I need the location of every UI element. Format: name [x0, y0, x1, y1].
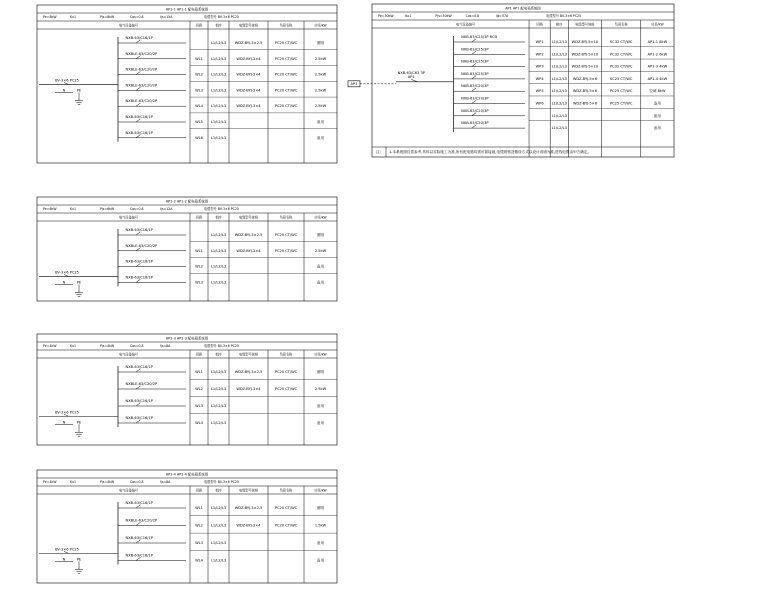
load-name: SC32 CT/WC	[609, 40, 633, 44]
circuit-id: WL1	[195, 56, 203, 61]
phase-label: L1/L2/L3	[210, 120, 227, 124]
cable-spec: WDZ-BYJ-3×2.5	[234, 233, 263, 237]
cable-spec: WDZ-BYJ-3×4	[236, 523, 261, 528]
load-name: PC20 CT/WC	[274, 72, 298, 77]
column-header-1: 回路	[195, 352, 203, 357]
cable-spec: WDZ-BYJ-5×10	[571, 52, 599, 57]
column-header-2: 相序	[215, 352, 222, 357]
panel-incoming-spec: 电缆型号 BV-3×6 PC25	[204, 344, 239, 348]
panel-info-3: Cos=0.8	[130, 15, 144, 19]
circuit-row	[454, 35, 668, 44]
column-header-5: 功率/kW	[314, 23, 327, 28]
breaker-symbol	[136, 135, 141, 138]
breaker-label: NXB-63/C16/1P	[125, 130, 153, 135]
breaker-symbol	[136, 248, 141, 251]
circuit-id: WL4	[195, 421, 203, 425]
phase-label: L1/L2/L3	[210, 56, 227, 61]
panel-info-0: Pe=4kW	[43, 344, 57, 348]
phase-label: L1/L2/L3	[551, 101, 567, 106]
breaker-label: NXB-63/C16/1P	[125, 399, 153, 403]
panel-title: AP1 AP1 配电箱系统图	[505, 6, 541, 11]
load-name: PC20 CT/WC	[274, 370, 298, 374]
neutral-label: N	[62, 88, 66, 93]
breaker-symbol	[472, 39, 477, 42]
power-value: AP1-2 6kW	[647, 52, 668, 57]
panel-info-2: Pjs=4kW	[100, 344, 115, 348]
breaker-label: NXBLE-63/C20/2P	[125, 382, 158, 386]
circuit-id: WP4	[535, 76, 544, 81]
panel-info-1: Kx1	[70, 480, 77, 484]
panel-info-4: Ijs=12A	[160, 207, 173, 211]
column-header-0: 电气设备编号	[118, 23, 139, 28]
circuit-id: WL2	[195, 264, 203, 269]
breaker-label: NXB-63/C20/3P	[461, 84, 489, 89]
column-header-4: 负荷名称	[279, 352, 293, 357]
panel-info-2: Pjs=8kW	[100, 15, 115, 19]
cable-spec: WDZ-BYJ-5×10	[571, 40, 599, 44]
breaker-symbol	[136, 232, 141, 235]
breaker-symbol	[136, 119, 141, 122]
power-value: 备用	[316, 404, 325, 408]
breaker-label: NXBLE-63/C20/2P	[125, 99, 158, 104]
breaker-symbol	[136, 403, 141, 406]
power-value: 2.5kW	[314, 387, 327, 391]
panel-info-1: Kx1	[70, 15, 77, 19]
breaker-symbol	[136, 279, 141, 282]
breaker-symbol	[136, 557, 141, 560]
column-header-2: 相序	[215, 23, 222, 28]
phase-label: L1/L2/L3	[210, 370, 227, 374]
breaker-label: NXB-63/C25/3P	[461, 71, 489, 76]
panel-info-1: Kx1	[70, 207, 77, 211]
column-header-1: 回路	[536, 22, 543, 27]
phase-label: L1/L2/L3	[210, 264, 227, 269]
panel-info-4: Ijs=57A	[495, 14, 509, 18]
panel-info-3: Cos=0.8	[130, 207, 144, 211]
column-header-0: 电气设备编号	[118, 488, 139, 493]
breaker-symbol	[472, 125, 477, 128]
breaker-symbol	[136, 56, 141, 59]
breaker-label: NXB-63/C16/1P	[125, 501, 153, 505]
power-value: AP1-4 4kW	[647, 76, 668, 81]
circuit-id: WL3	[195, 88, 203, 93]
breaker-symbol	[472, 88, 477, 91]
panel-4	[37, 470, 337, 583]
panel-info-3: Cos=0.8	[130, 480, 144, 484]
column-header-0: 电气设备编号	[118, 352, 139, 357]
phase-label: L1/L2/L3	[210, 88, 227, 93]
cable-spec: WDZ-BYJ-3×2.5	[234, 506, 263, 510]
panel-title: AP1-4 AP1-4 配电箱系统图	[165, 472, 209, 477]
phase-label: L1/L2/L3	[551, 40, 567, 44]
power-value: 备用	[653, 126, 661, 131]
column-header-1: 回路	[195, 488, 203, 493]
breaker-symbol	[472, 51, 477, 54]
cable-spec: WDZ-BYJ-3×4	[236, 387, 261, 391]
panel-title: AP1-1 AP1-1 配电箱系统图	[165, 7, 209, 12]
phase-label: L1/L2/L3	[210, 523, 227, 528]
breaker-symbol	[136, 522, 141, 525]
power-value: 2.5kW	[314, 72, 327, 77]
circuit-id: WL1	[195, 248, 203, 253]
panel-info-1: Kx1	[70, 344, 77, 348]
power-value: 备用	[316, 120, 325, 124]
circuit-id: WL3	[195, 280, 203, 285]
circuit-id: WL5	[195, 120, 203, 124]
neutral-label: N	[62, 280, 66, 285]
panel-title: AP1-3 AP1-3 配电箱系统图	[165, 336, 209, 341]
panel-info-4: Ijs=8A	[160, 480, 171, 484]
external-box-label: AP1	[350, 82, 358, 87]
panel-title: AP1-2 AP1-2 配电箱系统图	[165, 199, 209, 204]
power-value: 备用	[316, 264, 325, 269]
neutral-label: N	[62, 420, 66, 425]
phase-label: L1/L2/L3	[210, 558, 227, 563]
column-header-5: 功率/kW	[314, 215, 327, 220]
breaker-symbol	[472, 63, 477, 66]
phase-label: L1/L2/L3	[551, 76, 567, 81]
load-name: SC25 CT/WC	[609, 76, 633, 81]
breaker-label: NXB-63/C20/3P	[461, 121, 489, 126]
column-header-3: 电缆型号规格	[238, 352, 259, 357]
incoming-label: BV-3×6 PC25	[55, 410, 79, 415]
panel-info-3: Cos=0.8	[130, 344, 144, 348]
phase-label: L1/L2/L3	[210, 248, 227, 253]
breaker-symbol	[136, 71, 141, 74]
phase-label: L1/L2/L3	[210, 104, 227, 109]
panel-incoming-spec: 电缆型号 BV-3×6 PC25	[204, 480, 239, 484]
panel-info-1: Kx1	[405, 14, 412, 18]
column-header-2: 相序	[215, 215, 222, 220]
breaker-label: NXBLE-63/C20/2P	[125, 518, 158, 523]
breaker-label: NXB-63/C20/3P	[461, 108, 489, 113]
circuit-id: WL4	[195, 558, 203, 563]
column-header-5: 功率/kW	[314, 488, 327, 493]
panel-incoming-spec: 电缆型号 BV-3×6 PC25	[546, 14, 582, 18]
phase-label: L1/L2/L3	[551, 52, 567, 57]
cable-spec: WDZ-BYJ-3×2.5	[234, 370, 263, 374]
phase-label: L1/L2/L3	[210, 387, 227, 391]
power-value: 照明	[316, 506, 325, 510]
phase-label: L1/L2/L3	[210, 233, 227, 237]
note-text: 1.本系统图仅供参考,具体以实际施工为准,所有配电箱均需可靠接地,电缆规格及敷设方式以设计说明为准,进线电缆由甲方确定。	[389, 150, 592, 154]
power-value: 照明	[316, 370, 325, 374]
cable-spec: WDZ-BYJ-3×4	[236, 56, 261, 61]
earth-label: PE	[76, 88, 82, 93]
breaker-label: NXB-63/C20/3P	[461, 96, 489, 101]
column-header-5: 功率/kW	[651, 22, 664, 27]
breaker-label: NXBLE-63/C20/2P	[125, 83, 158, 88]
breaker-label: NXB-63/C16/1P	[125, 115, 153, 119]
main-breaker-label: NXB-63/C63 3P	[397, 70, 425, 75]
column-header-3: 电缆型号规格	[238, 23, 259, 28]
phase-label: L1/L2/L3	[210, 421, 227, 425]
breaker-label: NXBLE-63/C20/2P	[125, 67, 158, 72]
load-name: PC25 CT/WC	[609, 89, 633, 94]
cable-spec: WDZ-BYJ-3×4	[236, 72, 261, 77]
power-value: 备用	[316, 558, 325, 563]
breaker-label: NXB-63/C16/1P	[125, 553, 153, 558]
cable-spec: WDZ-BYJ-5×6	[572, 89, 597, 94]
circuit-row	[118, 501, 324, 510]
column-header-3: 电缆型号规格	[575, 22, 595, 27]
circuit-row	[118, 36, 324, 45]
phase-label: L1/L2/L3	[210, 135, 227, 140]
power-value: 备用	[316, 135, 325, 140]
circuit-row	[118, 228, 324, 237]
breaker-label: NXB-63/C25/3P RCD	[461, 35, 498, 39]
breaker-symbol	[136, 263, 141, 266]
phase-label: L1/L2/L3	[210, 280, 227, 285]
cable-spec: WDZ-BYJ-3×2.5	[234, 41, 263, 45]
phase-label: L1/L2/L3	[210, 41, 227, 45]
panel-info-4: Ijs=15A	[160, 15, 173, 19]
circuit-id: WL1	[195, 370, 203, 374]
load-name: PC20 CT/WC	[274, 523, 298, 528]
breaker-symbol	[136, 420, 141, 423]
circuit-id: WL3	[195, 541, 203, 545]
column-header-3: 电缆型号规格	[238, 215, 259, 220]
load-name: PC20 CT/WC	[274, 387, 298, 391]
circuit-id: WL6	[195, 135, 203, 140]
power-value: 2.5kW	[314, 248, 327, 253]
load-name: PC20 CT/WC	[274, 88, 298, 93]
circuit-id: WL1	[195, 506, 203, 510]
breaker-label: NXB-63/C16/1P	[125, 228, 153, 232]
incoming-label: BV-3×6 PC25	[55, 78, 79, 83]
load-name: PC20 CT/WC	[274, 506, 298, 510]
breaker-label: NXB-63/C25/3P	[461, 47, 489, 52]
load-name: PC32 CT/WC	[609, 52, 633, 57]
power-value: 备用	[653, 113, 661, 118]
phase-label: L1/L2/L3	[210, 506, 227, 510]
breaker-label: NXBLE-63/C20/2P	[125, 243, 158, 248]
panel-2	[37, 197, 337, 301]
column-header-2: 相序	[215, 488, 222, 493]
power-value: AP1-3 4kW	[647, 64, 668, 69]
breaker-label: NXB-63/C16/1P	[125, 416, 153, 420]
main-feeder-label: AP1	[407, 74, 415, 79]
phase-label: L1/L2/L3	[210, 404, 227, 408]
cable-spec: WDZ-BYJ-5×6	[572, 101, 597, 106]
circuit-id: WP2	[535, 52, 544, 57]
note-label: 注:	[376, 150, 381, 154]
breaker-symbol	[472, 76, 477, 79]
circuit-id: WL3	[195, 404, 203, 408]
breaker-label: NXB-63/C16/1P	[125, 36, 153, 40]
column-header-5: 功率/kW	[314, 352, 327, 357]
power-value: 备用	[316, 421, 325, 425]
power-value: 备用	[653, 101, 661, 106]
panel-info-2: Pjs=4kW	[100, 480, 115, 484]
power-value: 空调 8kW	[649, 89, 666, 94]
column-header-1: 回路	[195, 23, 203, 28]
circuit-id: WL2	[195, 523, 203, 528]
panel-incoming-spec: 电缆型号 BV-3×6 PC25	[204, 207, 239, 211]
phase-label: L1/L2/L3	[210, 72, 227, 77]
breaker-symbol	[136, 103, 141, 106]
phase-label: L1/L2/L3	[551, 126, 567, 131]
circuit-id: WP1	[535, 40, 544, 44]
load-name: PC20 CT/WC	[274, 56, 298, 61]
power-value: 照明	[316, 41, 325, 45]
neutral-label: N	[62, 557, 66, 562]
circuit-id: WP3	[535, 64, 544, 69]
power-value: 照明	[316, 233, 325, 237]
circuit-id: WL2	[195, 387, 203, 391]
phase-label: L1/L2/L3	[551, 113, 567, 118]
breaker-label: NXB-63/C16/1P	[125, 275, 153, 280]
panel-info-2: Pjs=6kW	[100, 207, 115, 211]
power-value: 备用	[316, 541, 325, 545]
power-value: 2.5kW	[314, 104, 327, 109]
panel-incoming-spec: 电缆型号 BV-3×6 PC25	[204, 15, 239, 19]
column-header-4: 负荷名称	[279, 23, 293, 28]
column-header-2: 相序	[556, 22, 563, 27]
breaker-symbol	[136, 87, 141, 90]
cable-spec: WDZ-BYJ-3×4	[236, 104, 261, 109]
panel-info-0: Pe=30kW	[378, 14, 394, 18]
column-header-4: 负荷名称	[279, 488, 293, 493]
earth-label: PE	[76, 557, 82, 562]
power-value: 1.5kW	[314, 523, 327, 528]
earth-label: PE	[76, 420, 82, 425]
load-name: PC20 CT/WC	[274, 248, 298, 253]
circuit-id: WL4	[195, 104, 203, 109]
breaker-label: NXBLE-63/C20/2P	[125, 51, 158, 56]
column-header-0: 电气设备编号	[456, 22, 476, 27]
breaker-symbol	[136, 40, 141, 43]
breaker-label: NXB-63/C16/1P	[125, 259, 153, 264]
breaker-label: NXB-63/C25/3P	[461, 59, 489, 64]
main-breaker-symbol	[411, 79, 417, 82]
column-header-0: 电气设备编号	[118, 215, 139, 220]
circuit-id: WP6	[535, 101, 544, 106]
cable-spec: WDZ-BYJ-5×6	[572, 76, 597, 81]
panel-info-0: Pe=6kW	[43, 207, 57, 211]
column-header-4: 负荷名称	[614, 22, 628, 27]
breaker-symbol	[136, 505, 141, 508]
panel-info-3: Cos=0.8	[465, 14, 480, 18]
phase-label: L1/L2/L3	[551, 64, 567, 69]
earth-label: PE	[76, 280, 82, 285]
power-value: 备用	[316, 280, 325, 285]
cable-spec: WDZ-BYJ-3×4	[236, 248, 261, 253]
breaker-label: NXB-63/C16/1P	[125, 365, 153, 369]
circuit-id: WL2	[195, 72, 203, 77]
power-value: 2.5kW	[314, 56, 327, 61]
load-name: PC20 CT/WC	[274, 233, 298, 237]
breaker-symbol	[136, 540, 141, 543]
breaker-symbol	[136, 369, 141, 372]
panel-info-2: Pjs=30kW	[435, 14, 452, 18]
load-name: PC20 CT/WC	[274, 41, 298, 45]
column-header-3: 电缆型号规格	[238, 488, 259, 493]
load-name: PC32 CT/WC	[609, 64, 633, 69]
circuit-id: WP5	[535, 89, 544, 94]
breaker-label: NXB-63/C16/1P	[125, 536, 153, 540]
panel-1	[37, 5, 337, 163]
breaker-symbol	[472, 113, 477, 116]
breaker-symbol	[472, 100, 477, 103]
incoming-label: BV-3×6 PC25	[55, 270, 79, 275]
cable-spec: WDZ-BYJ-3×4	[236, 88, 261, 93]
panel-info-0: Pe=8kW	[43, 15, 57, 19]
circuit-row	[118, 365, 324, 374]
load-name: PC25 CT/WC	[609, 101, 633, 106]
panel-3	[37, 334, 337, 445]
panel-info-0: Pe=4kW	[43, 480, 57, 484]
panel-info-4: Ijs=8A	[160, 344, 171, 348]
panel-frame	[37, 5, 337, 163]
power-value: 2.5kW	[314, 88, 327, 93]
cable-spec: WDZ-BYJ-5×10	[571, 64, 599, 69]
column-header-4: 负荷名称	[279, 215, 293, 220]
breaker-symbol	[136, 386, 141, 389]
column-header-1: 回路	[195, 215, 203, 220]
phase-label: L1/L2/L3	[210, 541, 227, 545]
load-name: PC20 CT/WC	[274, 104, 298, 109]
incoming-label: BV-3×6 PC25	[55, 547, 79, 552]
panel-5	[348, 4, 674, 157]
phase-label: L1/L2/L3	[551, 89, 567, 94]
power-value: AP1-1 8kW	[647, 40, 668, 44]
distribution-panels	[37, 4, 674, 583]
